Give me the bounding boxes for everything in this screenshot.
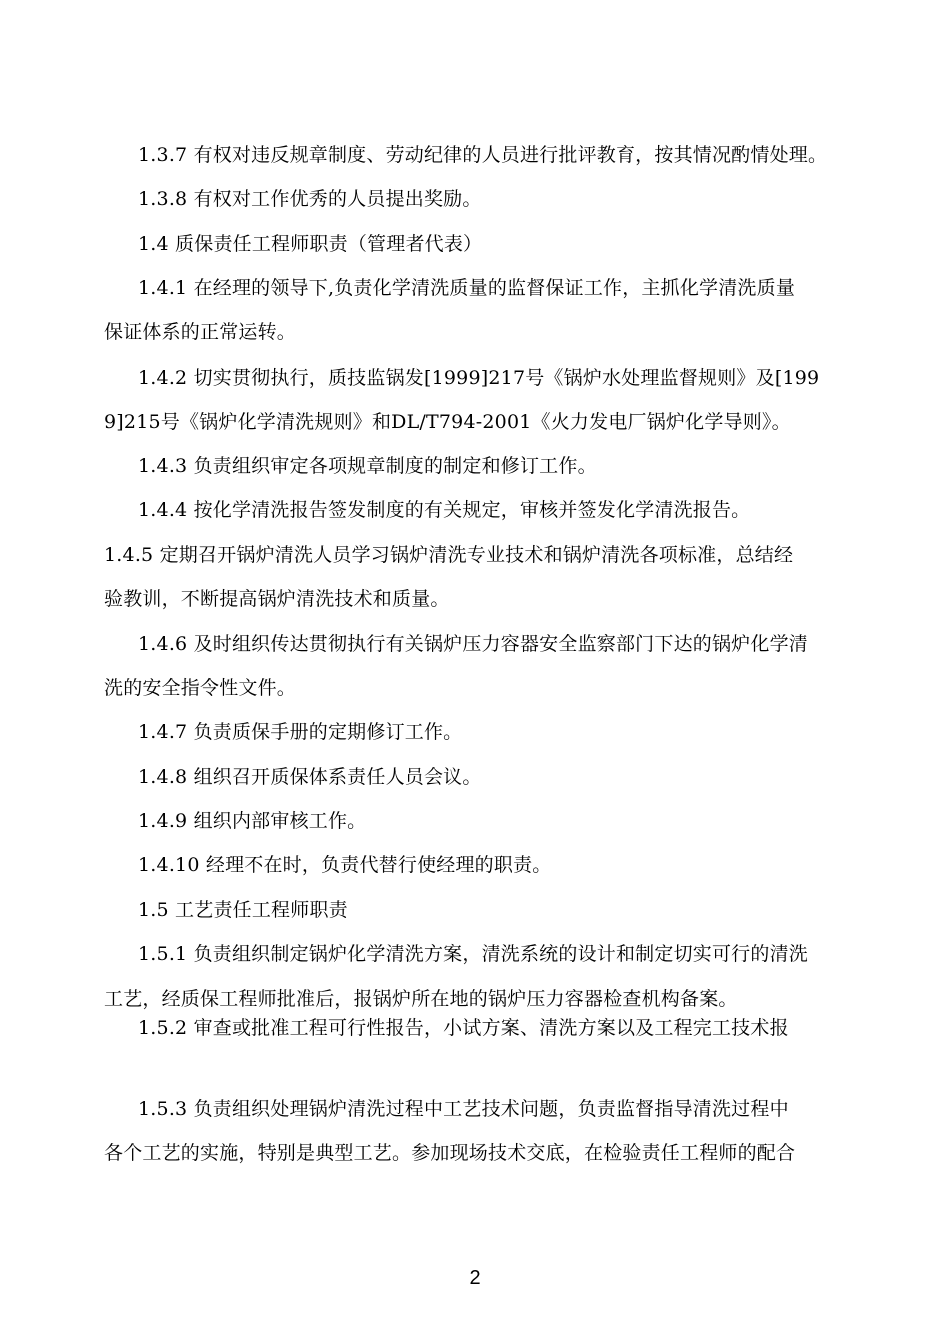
section-1-4-heading: 1.4 质保责任工程师职责（管理者代表） xyxy=(138,233,483,255)
clause-1-5-1-line-1: 1.5.1 负责组织制定锅炉化学清洗方案，清洗系统的设计和制定切实可行的清洗 xyxy=(138,943,808,965)
clause-1-4-5-line-2: 验教训，不断提高锅炉清洗技术和质量。 xyxy=(104,588,450,610)
clause-1-5-2: 1.5.2 审查或批准工程可行性报告，小试方案、清洗方案以及工程完工技术报 xyxy=(138,1017,789,1039)
clause-1-4-9: 1.4.9 组织内部审核工作。 xyxy=(138,810,367,832)
clause-1-4-10: 1.4.10 经理不在时，负责代替行使经理的职责。 xyxy=(138,854,552,876)
clause-1-4-3: 1.4.3 负责组织审定各项规章制度的制定和修订工作。 xyxy=(138,455,597,477)
page-number: 2 xyxy=(469,1267,481,1289)
clause-1-4-1-line-1: 1.4.1 在经理的领导下,负责化学清洗质量的监督保证工作，主抓化学清洗质量 xyxy=(138,277,796,299)
clause-1-4-4: 1.4.4 按化学清洗报告签发制度的有关规定，审核并签发化学清洗报告。 xyxy=(138,499,751,521)
clause-1-5-1-line-2: 工艺，经质保工程师批准后，报锅炉所在地的锅炉压力容器检查机构备案。 xyxy=(104,988,738,1010)
clause-1-5-3-line-1: 1.5.3 负责组织处理锅炉清洗过程中工艺技术问题，负责监督指导清洗过程中 xyxy=(138,1098,789,1120)
clause-1-4-6-line-2: 洗的安全指令性文件。 xyxy=(104,677,297,699)
clause-1-3-7: 1.3.7 有权对违反规章制度、劳动纪律的人员进行批评教育，按其情况酌情处理。 xyxy=(138,144,828,166)
clause-1-4-8: 1.4.8 组织召开质保体系责任人员会议。 xyxy=(138,766,482,788)
clause-1-4-2-line-2: 9]215号《锅炉化学清洗规则》和DL/T794-2001《火力发电厂锅炉化学导则》。 xyxy=(104,411,791,433)
clause-1-4-5-line-1: 1.4.5 定期召开锅炉清洗人员学习锅炉清洗专业技术和锅炉清洗各项标准，总结经 xyxy=(104,544,794,566)
clause-1-4-1-line-2: 保证体系的正常运转。 xyxy=(104,321,297,343)
section-1-5-heading: 1.5 工艺责任工程师职责 xyxy=(138,899,348,921)
clause-1-4-6-line-1: 1.4.6 及时组织传达贯彻执行有关锅炉压力容器安全监察部门下达的锅炉化学清 xyxy=(138,633,808,655)
clause-1-5-3-line-2: 各个工艺的实施，特别是典型工艺。参加现场技术交底，在检验责任工程师的配合 xyxy=(104,1142,796,1164)
clause-1-3-8: 1.3.8 有权对工作优秀的人员提出奖励。 xyxy=(138,188,482,210)
clause-1-4-2-line-1: 1.4.2 切实贯彻执行，质技监锅发[1999]217号《锅炉水处理监督规则》及[199 xyxy=(138,367,820,389)
clause-1-4-7: 1.4.7 负责质保手册的定期修订工作。 xyxy=(138,721,463,743)
